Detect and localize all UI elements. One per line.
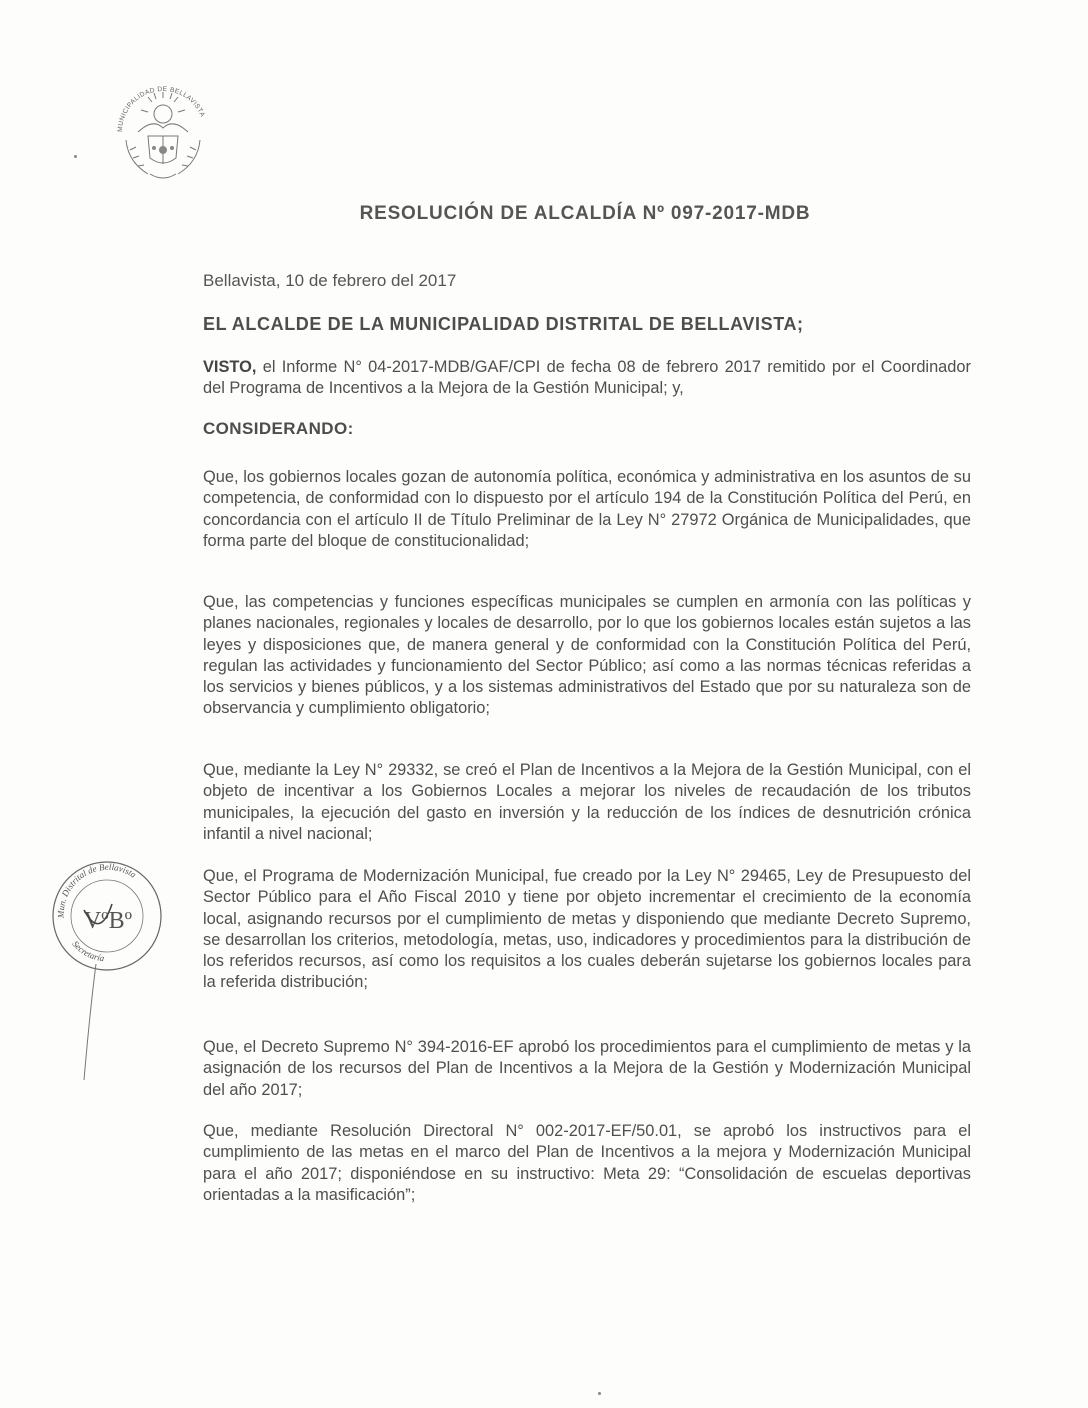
scan-speck [598, 1392, 601, 1395]
paragraph-1: Que, los gobiernos locales gozan de autonomía política, económica y administrativa en los asuntos de su competencia, de conformidad con lo dispuesto por el artículo 194 de la Constitución Política del Perú, en concordancia con el artículo II de Título Preliminar de la Ley N° 27972 Orgánica de Municipalidades, que forma parte del bloque de constitucionalidad; [203, 468, 971, 550]
paragraph-4: Que, el Programa de Modernización Municipal, fue creado por la Ley N° 29465, Ley de Presupuesto del Sector Público para el Año Fiscal 2010 y tiene por objeto incrementar el crecimiento de la economía local, asignando recursos por el cumplimiento de metas y disponiendo que mediante Decreto Supremo, se desarrollan los criterios, metodología, metas, uso, indicadores y procedimientos para la distribución de los referidos recursos, así como los requisitos a los cuales deberán sujetarse los gobiernos locales para la referida distribución; [203, 867, 971, 992]
authority-heading: EL ALCALDE DE LA MUNICIPALIDAD DISTRITAL DE BELLAVISTA; [203, 314, 804, 334]
seal-text: MUNICIPALIDAD DE BELLAVISTA [116, 85, 206, 133]
visto-text: el Informe N° 04-2017-MDB/GAF/CPI de fecha 08 de febrero 2017 remitido por el Coordinador del Programa de Incentivos a la Mejora de la Gestión Municipal; y, [203, 358, 971, 398]
visto-label: VISTO, [203, 358, 257, 376]
stamp-top-text: Mun. Distrital de Bellavista [55, 861, 139, 919]
paragraph-5: Que, el Decreto Supremo N° 394-2016-EF aprobó los procedimientos para el cumplimiento de metas y la asignación de los recursos del Plan de Incentivos a la Mejora de la Gestión y Modernización Municipal del año 2017; [203, 1038, 971, 1099]
paragraph-3: Que, mediante la Ley N° 29332, se creó el Plan de Incentivos a la Mejora de la Gestión Municipal, con el objeto de incentivar a los Gobiernos Locales a mejorar los niveles de recaudación de los tributos municipales, la ejecución del gasto en inversión y la reducción de los índices de desnutrición crónica infantil a nivel nacional; [203, 761, 971, 843]
municipal-seal-icon [108, 70, 218, 195]
paragraph-6: Que, mediante Resolución Directoral N° 002-2017-EF/50.01, se aprobó los instructivos para el cumplimiento de las metas en el marco del Plan de Incentivos a la mejora y Modernización Municipal para el año 2017; disponiéndose en su instructivo: Meta 29: “Consolidación de escuelas deportivas orientadas a la masificación”; [203, 1122, 971, 1204]
approval-stamp-icon [42, 848, 172, 978]
stamp-center-text: VºBº [83, 908, 133, 934]
considerando-heading: CONSIDERANDO: [203, 419, 354, 438]
stamp-bottom-text: Secretaría [70, 938, 105, 964]
svg-text:MUNICIPALIDAD DE BELLAVISTA [117, 86, 206, 132]
resolution-title: RESOLUCIÓN DE ALCALDÍA Nº 097-2017-MDB [359, 203, 811, 224]
pen-stroke [0, 960, 120, 1090]
document-date: Bellavista, 10 de febrero del 2017 [203, 271, 457, 290]
scan-speck [74, 155, 77, 158]
visto-paragraph [203, 357, 971, 400]
paragraph-2: Que, las competencias y funciones específicas municipales se cumplen en armonía con las políticas y planes nacionales, regionales y locales de desarrollo, por lo que los gobiernos locales están sujetos a las leyes y disposiciones que, de manera general y de conformidad con la Constitución Política del Perú, regulan las actividades y funcionamiento del Sector Público; así como a las normas técnicas referidas a los servicios y bienes públicos, y a los sistemas administrativos del Estado que por su naturaleza son de observancia y cumplimiento obligatorio; [203, 593, 971, 718]
